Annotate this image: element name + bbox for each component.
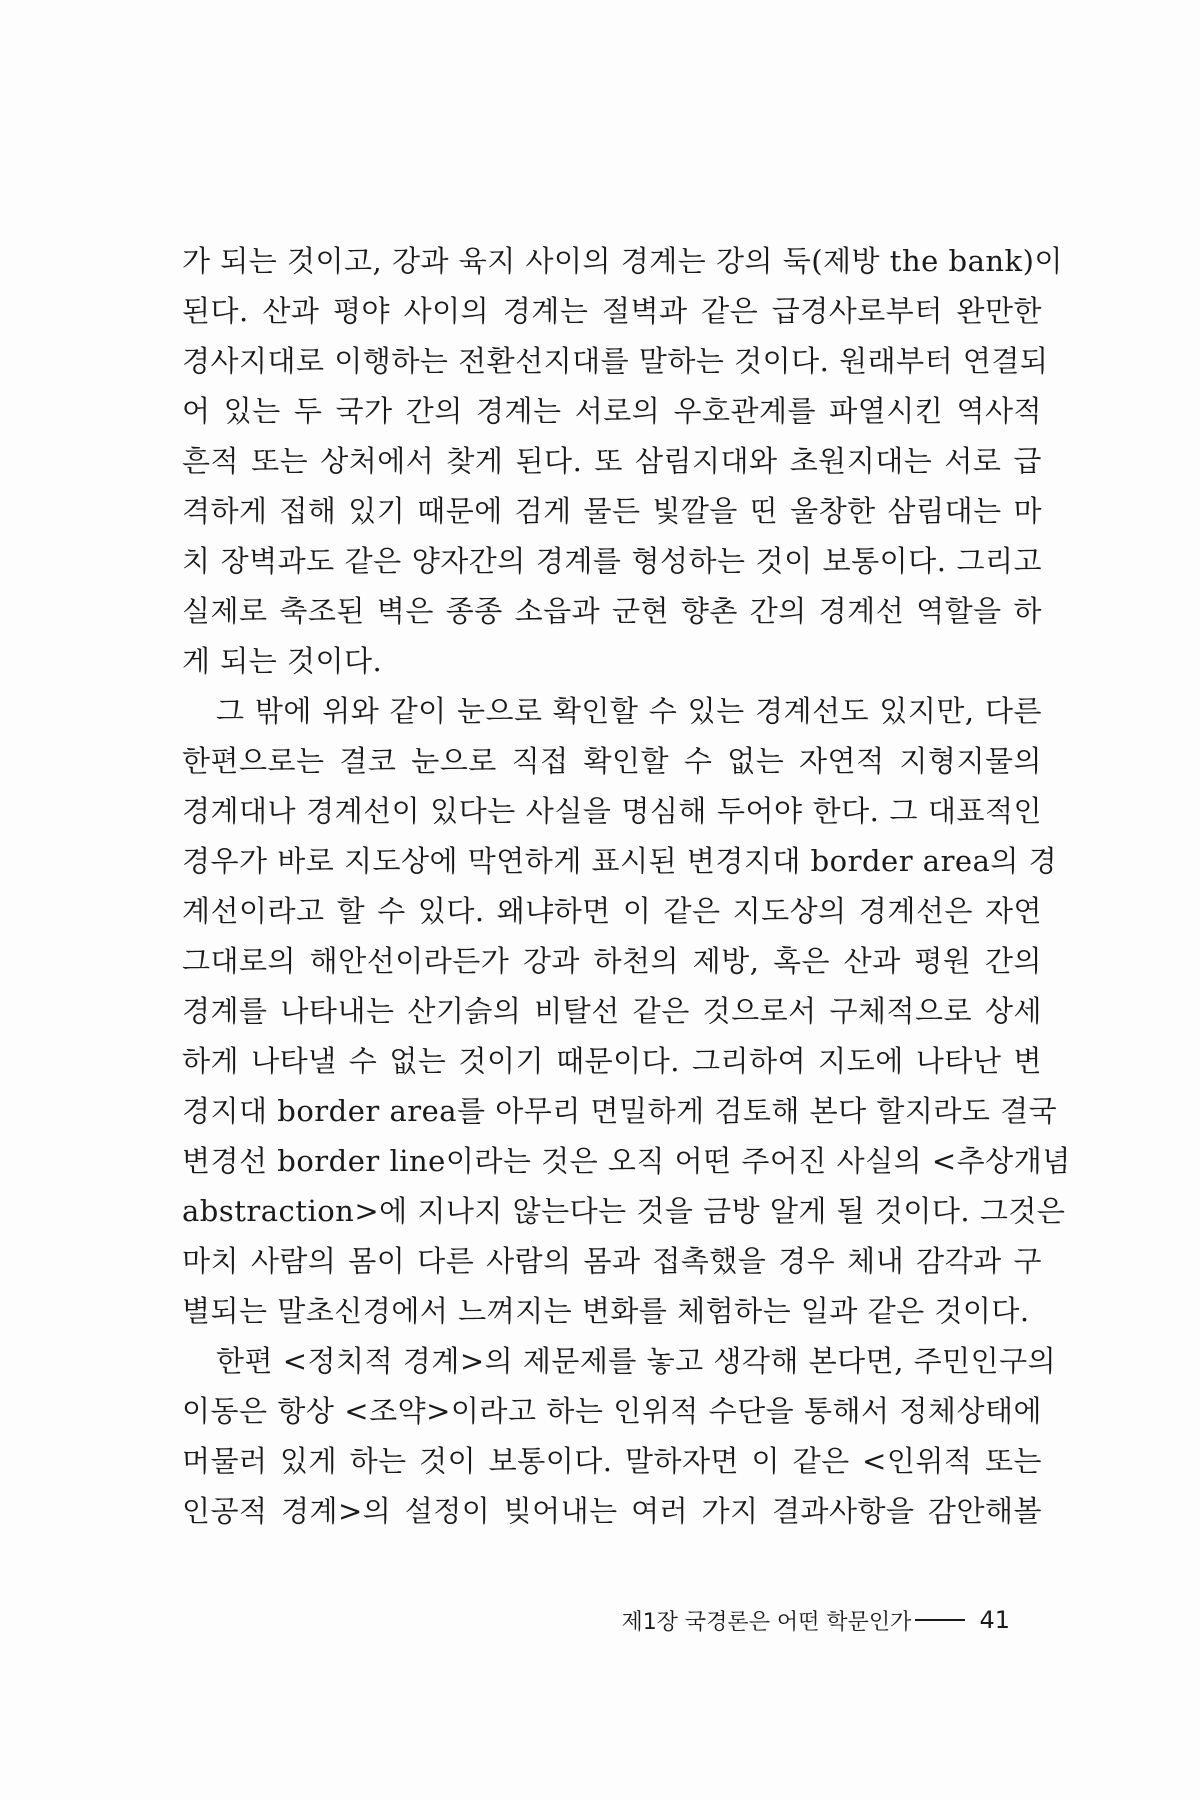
page-number: 41 bbox=[979, 1606, 1010, 1634]
page-footer bbox=[580, 1600, 1010, 1640]
text-line: 그대로의 해안선이라든가 강과 하천의 제방, 혹은 산과 평원 간의 bbox=[182, 944, 1042, 978]
footer-rule bbox=[915, 1619, 965, 1621]
text-line: 하게 나타낼 수 없는 것이기 때문이다. 그리하여 지도에 나타난 변 bbox=[182, 1044, 1042, 1078]
text-line: 경사지대로 이행하는 전환선지대를 말하는 것이다. 원래부터 연결되 bbox=[182, 344, 1049, 378]
text-line: 계선이라고 할 수 있다. 왜냐하면 이 같은 지도상의 경계선은 자연 bbox=[182, 894, 1042, 928]
text-line: 경우가 바로 지도상에 막연하게 표시된 변경지대 border area의 경 bbox=[182, 844, 1058, 878]
paragraph-start-line: 그 밖에 위와 같이 눈으로 확인할 수 있는 경계선도 있지만, 다른 bbox=[216, 694, 1042, 728]
text-line: 치 장벽과도 같은 양자간의 경계를 형성하는 것이 보통이다. 그리고 bbox=[182, 544, 1042, 578]
text-line: 경계대나 경계선이 있다는 사실을 명심해 두어야 한다. 그 대표적인 bbox=[182, 794, 1042, 828]
text-line: 흔적 또는 상처에서 찾게 된다. 또 삼림지대와 초원지대는 서로 급 bbox=[182, 444, 1042, 478]
text-line: 경계를 나타내는 산기슭의 비탈선 같은 것으로서 구체적으로 상세 bbox=[182, 994, 1042, 1028]
text-line: 격하게 접해 있기 때문에 검게 물든 빛깔을 띤 울창한 삼림대는 마 bbox=[182, 494, 1042, 528]
text-line: abstraction>에 지나지 않는다는 것을 금방 알게 될 것이다. 그것은 bbox=[182, 1194, 1066, 1228]
paragraph-start-line: 한편 <정치적 경계>의 제문제를 놓고 생각해 본다면, 주민인구의 bbox=[216, 1344, 1057, 1378]
body-text bbox=[182, 236, 1071, 1536]
running-footer-chapter: 제1장 국경론은 어떤 학문인가 bbox=[621, 1609, 912, 1635]
text-line: 게 되는 것이다. bbox=[182, 644, 383, 678]
text-line: 한편으로는 결코 눈으로 직접 확인할 수 없는 자연적 지형지물의 bbox=[182, 744, 1042, 778]
text-line: 경지대 border area를 아무리 면밀하게 검토해 본다 할지라도 결국 bbox=[182, 1094, 1058, 1128]
text-line: 이동은 항상 <조약>이라고 하는 인위적 수단을 통해서 정체상태에 bbox=[182, 1394, 1042, 1428]
text-line: 어 있는 두 국가 간의 경계는 서로의 우호관계를 파열시킨 역사적 bbox=[182, 394, 1042, 428]
text-line: 실제로 축조된 벽은 종종 소읍과 군현 향촌 간의 경계선 역할을 하 bbox=[182, 594, 1042, 628]
text-line: 인공적 경계>의 설정이 빚어내는 여러 가지 결과사항을 감안해볼 bbox=[182, 1494, 1042, 1528]
text-line: 별되는 말초신경에서 느껴지는 변화를 체험하는 일과 같은 것이다. bbox=[182, 1294, 1030, 1328]
text-line: 변경선 border line이라는 것은 오직 어떤 주어진 사실의 <추상개념 bbox=[182, 1144, 1071, 1178]
text-line: 가 되는 것이고, 강과 육지 사이의 경계는 강의 둑(제방 the bank)이 bbox=[182, 244, 1063, 278]
text-line: 된다. 산과 평야 사이의 경계는 절벽과 같은 급경사로부터 완만한 bbox=[182, 294, 1042, 328]
text-line: 머물러 있게 하는 것이 보통이다. 말하자면 이 같은 <인위적 또는 bbox=[182, 1444, 1042, 1478]
text-line: 마치 사람의 몸이 다른 사람의 몸과 접촉했을 경우 체내 감각과 구 bbox=[182, 1244, 1042, 1278]
